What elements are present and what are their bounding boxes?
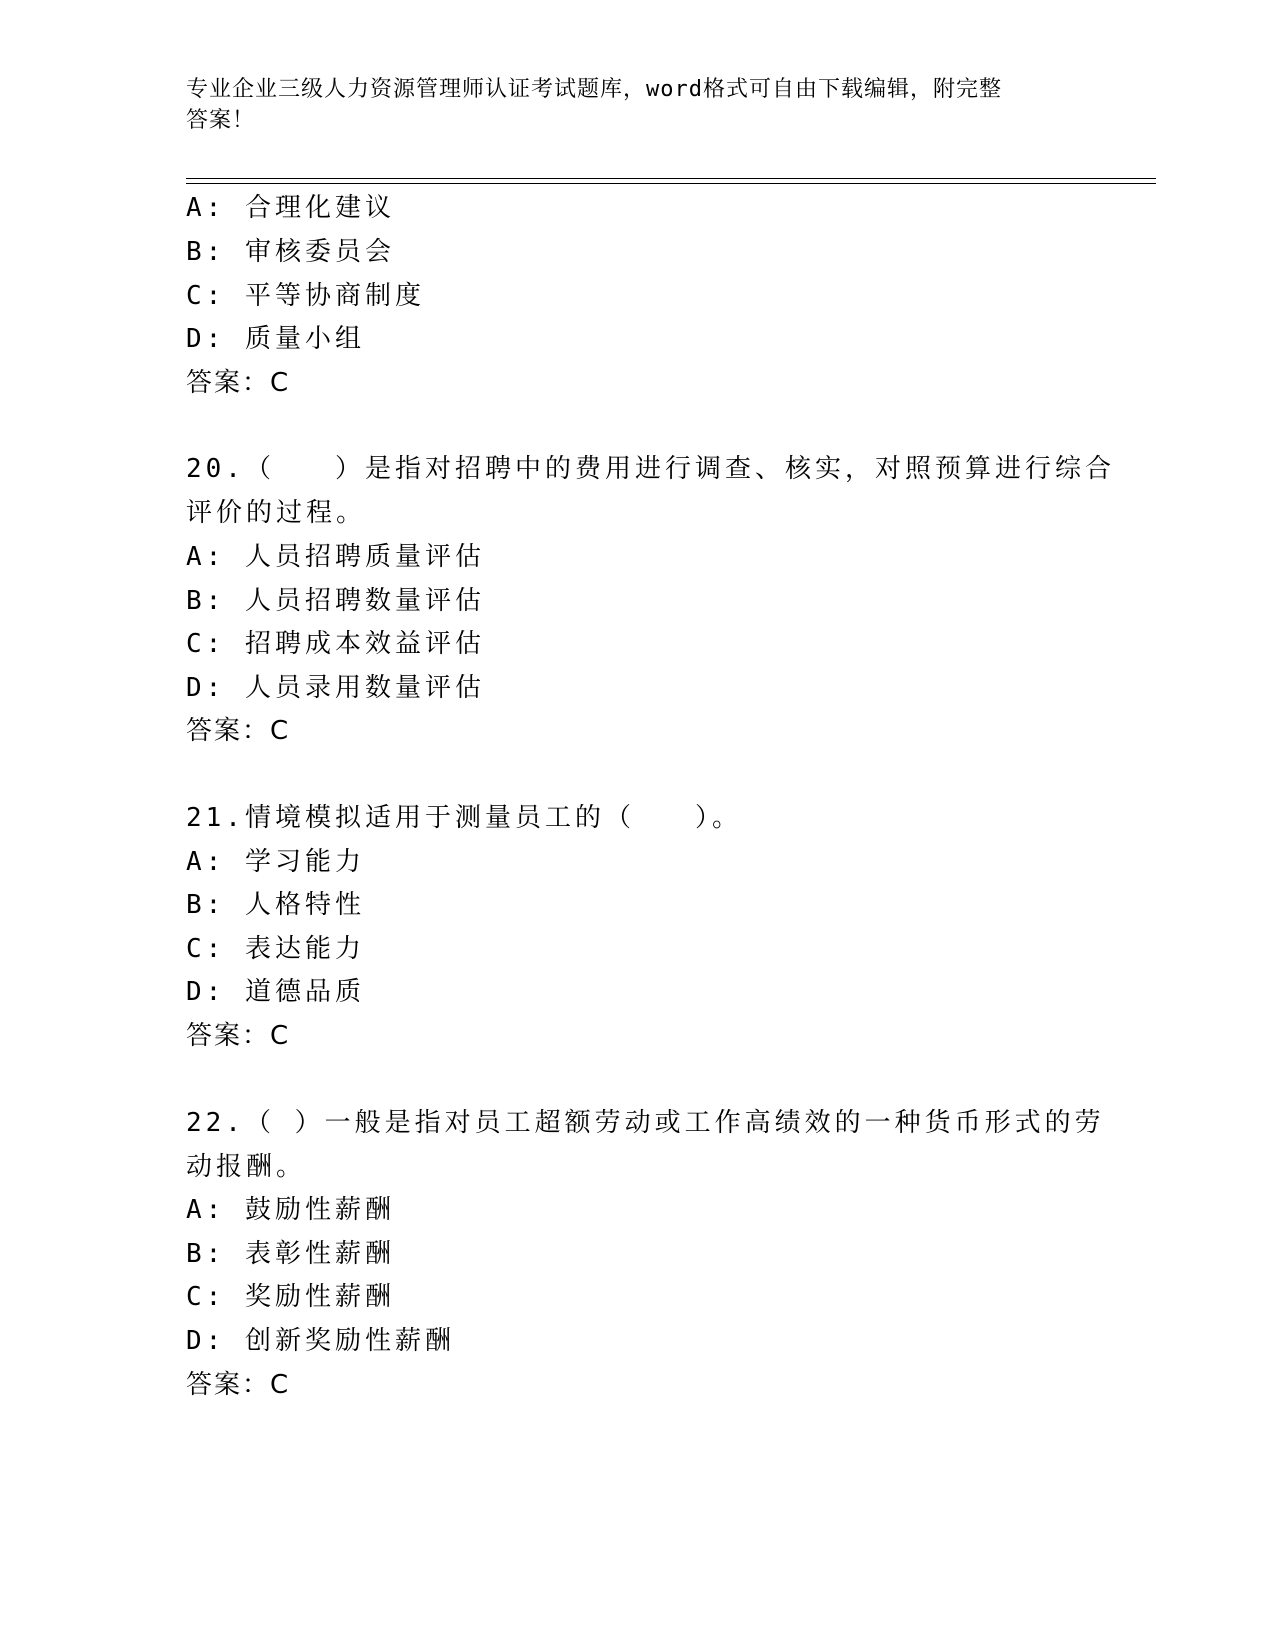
- q19-option-c: C: 平等协商制度: [186, 281, 425, 311]
- q21-option-a: A: 学习能力: [186, 847, 365, 877]
- q22-option-a: A: 鼓励性薪酬: [186, 1195, 395, 1225]
- q21-option-c: C: 表达能力: [186, 934, 365, 964]
- q22-question-line-2: 动报酬。: [186, 1152, 307, 1182]
- q22-answer: 答案：C: [186, 1370, 291, 1400]
- q19-option-d: D: 质量小组: [186, 324, 365, 354]
- document-header: [186, 74, 1066, 136]
- q20-option-c: C: 招聘成本效益评估: [186, 629, 485, 659]
- q20-option-a: A: 人员招聘质量评估: [186, 542, 485, 572]
- q20-question-line-2: 评价的过程。: [186, 498, 367, 528]
- q20-option-d: D: 人员录用数量评估: [186, 673, 485, 703]
- q21-question-line-1: 21.情境模拟适用于测量员工的（ ）。: [186, 803, 742, 833]
- q21-option-b: B: 人格特性: [186, 890, 365, 920]
- q19-answer: 答案：C: [186, 368, 291, 398]
- q20-question-line-1: 20.（ ）是指对招聘中的费用进行调查、核实，对照预算进行综合: [186, 454, 1115, 484]
- q22-option-d: D: 创新奖励性薪酬: [186, 1326, 455, 1356]
- q20-answer: 答案：C: [186, 716, 291, 746]
- q22-question-line-1: 22.（ ）一般是指对员工超额劳动或工作高绩效的一种货币形式的劳: [186, 1108, 1105, 1138]
- header-intro-line-1: 专业企业三级人力资源管理师认证考试题库，word格式可自由下载编辑，附完整: [186, 77, 1002, 102]
- q21-answer: 答案：C: [186, 1021, 291, 1051]
- header-divider-top: [186, 178, 1156, 179]
- q21-option-d: D: 道德品质: [186, 977, 365, 1007]
- q20-option-b: B: 人员招聘数量评估: [186, 586, 485, 616]
- q22-option-b: B: 表彰性薪酬: [186, 1239, 395, 1269]
- header-intro-line-2: 答案！: [186, 108, 256, 133]
- header-divider-bottom: [186, 183, 1156, 184]
- q19-option-a: A: 合理化建议: [186, 193, 395, 223]
- q19-option-b: B: 审核委员会: [186, 237, 395, 267]
- q22-option-c: C: 奖励性薪酬: [186, 1282, 395, 1312]
